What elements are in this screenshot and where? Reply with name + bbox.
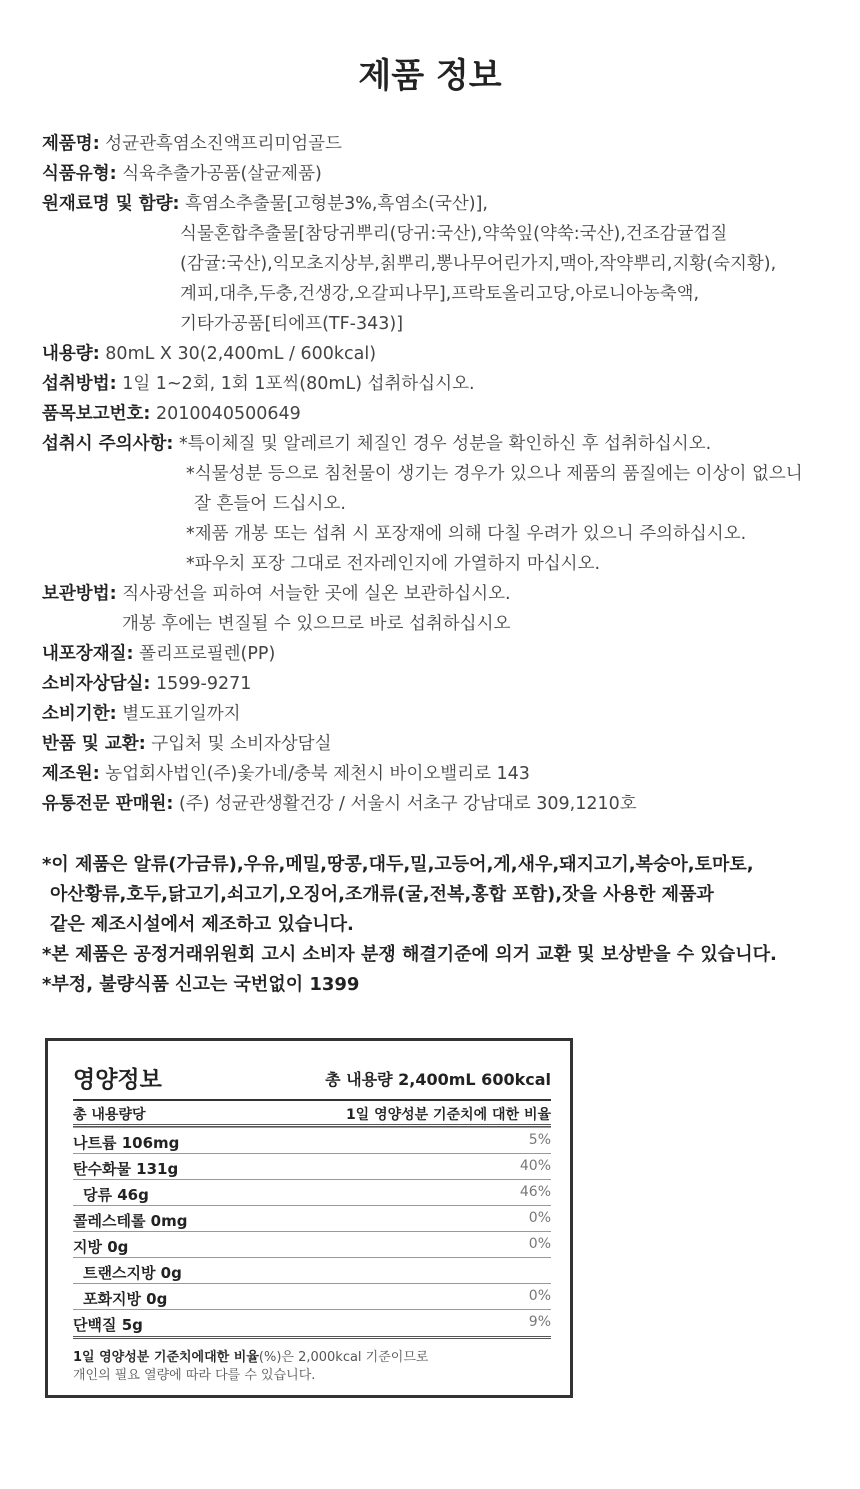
nutrient-row-trans-fat: 트랜스지방 0g: [73, 1257, 551, 1283]
info-line-expiry: 소비기한: 별도표기일까지: [42, 704, 241, 724]
page-title: 제품 정보: [358, 56, 502, 96]
info-line-cautions: 섭취시 주의사항: *특이체질 및 알레르기 체질인 경우 성분을 확인하신 후 섭취하십시오.: [42, 434, 712, 454]
info-line-cautions-cont: *제품 개봉 또는 섭취 시 포장재에 의해 다칠 우려가 있으니 주의하십시오.: [186, 524, 747, 544]
notice-line: 같은 제조시설에서 제조하고 있습니다.: [50, 914, 354, 935]
info-line-report-number: 품목보고번호: 2010040500649: [42, 404, 301, 424]
info-line-ingredients-cont: 식물혼합추출물[참당귀뿌리(당귀:국산),약쑥잎(약쑥:국산),건조감귤껍질: [180, 224, 728, 244]
nutrition-divider: [73, 1099, 551, 1101]
info-line-storage-cont: 개봉 후에는 변질될 수 있으므로 바로 섭취하십시오: [122, 614, 511, 634]
info-line-ingredients-cont: 기타가공품[티에프(TF-343)]: [180, 314, 404, 334]
info-line-product-name: 제품명: 성균관흑염소진액프리미엄골드: [42, 134, 342, 154]
info-line-storage: 보관방법: 직사광선을 피하여 서늘한 곳에 실온 보관하십시오.: [42, 584, 511, 604]
info-line-manufacturer: 제조원: 농업회사법인(주)옻가네/충북 제천시 바이오밸리로 143: [42, 764, 530, 784]
per-total-label: 총 내용량당: [73, 1107, 146, 1123]
info-line-cautions-cont: *식물성분 등으로 침천물이 생기는 경우가 있으나 제품의 품질에는 이상이 없으니: [186, 464, 803, 484]
nutrient-row-sodium: 나트륨 106mg 5%: [73, 1127, 551, 1153]
nutrient-row-sugars: 당류 46g 46%: [73, 1179, 551, 1205]
footnote-line: 개인의 필요 열량에 따라 다를 수 있습니다.: [73, 1368, 316, 1383]
nutrition-header: [73, 1061, 551, 1097]
nutrient-row-protein: 단백질 5g 9%: [73, 1309, 551, 1335]
info-line-cautions-cont: *파우치 포장 그대로 전자레인지에 가열하지 마십시오.: [186, 554, 601, 574]
footnote-line: 1일 영양성분 기준치에대한 비율(%)은 2,000kcal 기준이므로: [73, 1350, 429, 1365]
nutrition-subheader: [73, 1104, 551, 1126]
nutrition-divider: [73, 1336, 551, 1339]
info-line-packaging: 내포장재질: 폴리프로필렌(PP): [42, 644, 276, 664]
info-line-ingredients-cont: (감귤:국산),익모초지상부,칡뿌리,뽕나무어린가지,맥아,작약뿌리,지황(숙지황),: [180, 254, 777, 274]
notice-line: *부정, 불량식품 신고는 국번없이 1399: [42, 974, 360, 995]
nutrition-facts-panel: [45, 1038, 573, 1398]
nutrient-row-cholesterol: 콜레스테롤 0mg 0%: [73, 1205, 551, 1231]
notice-line: 아산황류,호두,닭고기,쇠고기,오징어,조개류(굴,전복,홍합 포함),잣을 사용한 제품과: [50, 884, 714, 905]
info-line-ingredients: 원재료명 및 함량: 흑염소추출물[고형분3%,흑염소(국산)],: [42, 194, 488, 214]
nutrition-title: 영양정보: [73, 1067, 162, 1093]
notice-line: *본 제품은 공정거래위원회 고시 소비자 분쟁 해결기준에 의거 교환 및 보상받을 수 있습니다.: [42, 944, 777, 965]
info-line-volume: 내용량: 80mL X 30(2,400mL / 600kcal): [42, 344, 377, 364]
nutrient-row-carbohydrate: 탄수화물 131g 40%: [73, 1153, 551, 1179]
notice-line: *이 제품은 알류(가금류),우유,메밀,땅콩,대두,밀,고등어,게,새우,돼지고기,복숭아,토마토,: [42, 854, 754, 875]
daily-value-label: 1일 영양성분 기준치에 대한 비율: [345, 1107, 551, 1123]
info-line-ingredients-cont: 계피,대추,두충,건생강,오갈피나무],프락토올리고당,아로니아농축액,: [180, 284, 700, 304]
info-line-customer-center: 소비자상담실: 1599-9271: [42, 674, 252, 694]
info-line-distributor: 유통전문 판매원: (주) 성균관생활건강 / 서울시 서초구 강남대로 309,1210호: [42, 794, 637, 814]
nutrition-total: 총 내용량 2,400mL 600kcal: [325, 1070, 551, 1089]
info-line-intake-method: 섭취방법: 1일 1~2회, 1회 1포씩(80mL) 섭취하십시오.: [42, 374, 475, 394]
nutrient-row-saturated-fat: 포화지방 0g 0%: [73, 1283, 551, 1309]
nutrient-row-fat: 지방 0g 0%: [73, 1231, 551, 1257]
info-line-returns: 반품 및 교환: 구입처 및 소비자상담실: [42, 734, 332, 754]
info-line-food-type: 식품유형: 식육추출가공품(살균제품): [42, 164, 322, 184]
nutrition-footnote: [73, 1349, 551, 1385]
info-line-cautions-cont: 잘 흔들어 드십시오.: [194, 494, 346, 514]
